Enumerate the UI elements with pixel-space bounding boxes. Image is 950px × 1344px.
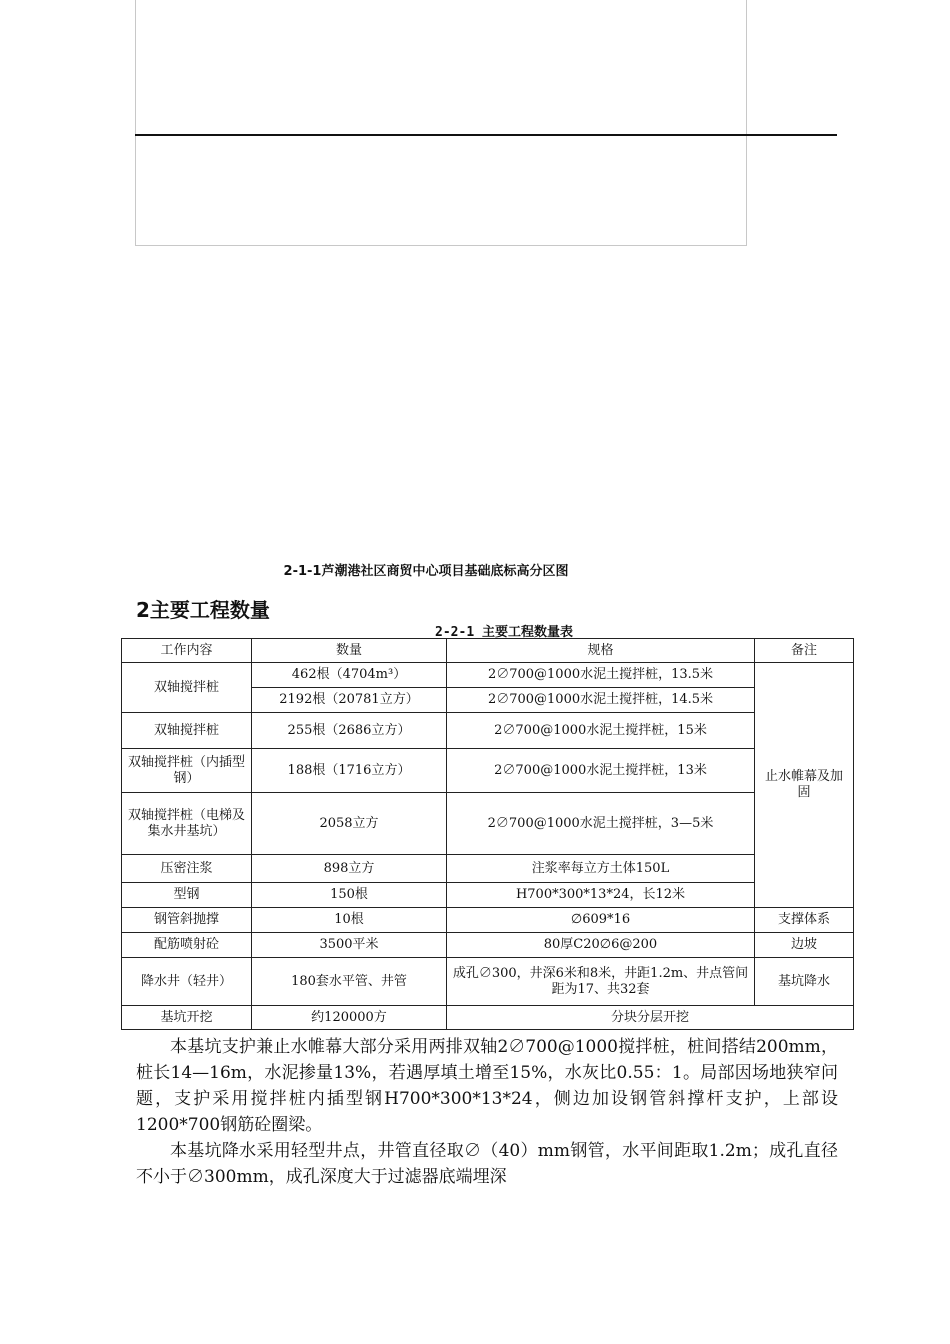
table-row xyxy=(122,908,854,933)
table-header-cell: 数量 xyxy=(252,639,447,663)
table-row xyxy=(122,883,854,908)
section-heading: 2主要工程数量 xyxy=(136,598,270,622)
table-cell-work: 双轴搅拌桩（电梯及集水井基坑） xyxy=(122,793,252,855)
body-text xyxy=(136,1034,838,1190)
quantity-table xyxy=(121,638,854,1030)
table-cell-qty: 10根 xyxy=(252,908,447,933)
table-row xyxy=(122,933,854,958)
table-cell-work: 双轴搅拌桩 xyxy=(122,663,252,713)
table-cell-qty: 255根（2686立方） xyxy=(252,713,447,749)
table-row xyxy=(122,1006,854,1030)
table-row xyxy=(122,793,854,855)
paragraph-dewatering: 本基坑降水采用轻型井点，井管直径取∅（40）mm钢管，水平间距取1.2m；成孔直径不小于∅300mm，成孔深度大于过滤器底端埋深 xyxy=(136,1141,838,1187)
table-cell-qty: 约120000方 xyxy=(252,1006,447,1030)
table-cell-spec: 分块分层开挖 xyxy=(447,1006,854,1030)
table-cell-spec: ∅609*16 xyxy=(447,908,755,933)
table-cell-work: 双轴搅拌桩 xyxy=(122,713,252,749)
table-row xyxy=(122,663,854,688)
table-cell-qty: 150根 xyxy=(252,883,447,908)
table-cell-spec: 2∅700@1000水泥土搅拌桩，14.5米 xyxy=(447,688,755,713)
table-cell-spec: H700*300*13*24，长12米 xyxy=(447,883,755,908)
table-cell-qty: 180套水平管、井管 xyxy=(252,958,447,1006)
table-cell-spec: 2∅700@1000水泥土搅拌桩，3—5米 xyxy=(447,793,755,855)
table-row xyxy=(122,713,854,749)
table-cell-work: 钢管斜抛撑 xyxy=(122,908,252,933)
table-cell-spec: 成孔∅300，井深6米和8米，井距1.2m、井点管间距为17、共32套 xyxy=(447,958,755,1006)
table-row xyxy=(122,749,854,793)
table-header-cell: 备注 xyxy=(755,639,854,663)
table-cell-work: 降水井（轻井） xyxy=(122,958,252,1006)
table-cell-qty: 898立方 xyxy=(252,855,447,883)
table-cell-spec: 2∅700@1000水泥土搅拌桩，13.5米 xyxy=(447,663,755,688)
table-cell-qty: 462根（4704m³） xyxy=(252,663,447,688)
table-cell-note-merged: 止水帷幕及加固 xyxy=(755,663,854,908)
table-cell-work: 配筋喷射砼 xyxy=(122,933,252,958)
table-row xyxy=(122,958,854,1006)
table-cell-spec: 80厚C20∅6@200 xyxy=(447,933,755,958)
table-cell-spec: 注浆率每立方土体150L xyxy=(447,855,755,883)
table-cell-work: 型钢 xyxy=(122,883,252,908)
table-cell-qty: 188根（1716立方） xyxy=(252,749,447,793)
table-cell-spec: 2∅700@1000水泥土搅拌桩，15米 xyxy=(447,713,755,749)
table-cell-note: 基坑降水 xyxy=(755,958,854,1006)
table-cell-qty: 2192根（20781立方） xyxy=(252,688,447,713)
table-title: 2-2-1 主要工程数量表 xyxy=(435,625,573,640)
table-cell-work: 双轴搅拌桩（内插型钢） xyxy=(122,749,252,793)
figure-frame xyxy=(135,0,747,246)
table-cell-note: 支撑体系 xyxy=(755,908,854,933)
table-cell-qty: 3500平米 xyxy=(252,933,447,958)
paragraph-support: 本基坑支护兼止水帷幕大部分采用两排双轴2∅700@1000搅拌桩，桩间搭结200mm，桩长14—16m，水泥掺量13%，若遇厚填土增至15%，水灰比0.55：1。局部因场地狭窄问题，支护采用搅拌桩内插型钢H700*300*13*24，侧边加设钢管斜撑杆支护，上部设1200*700钢筋砼圈梁。 xyxy=(136,1037,838,1135)
figure-horizontal-line xyxy=(135,134,837,136)
table-header-cell: 规格 xyxy=(447,639,755,663)
figure-caption: 2-1-1芦潮港社区商贸中心项目基础底标高分区图 xyxy=(283,564,569,579)
table-cell-work: 压密注浆 xyxy=(122,855,252,883)
table-header-cell: 工作内容 xyxy=(122,639,252,663)
table-row xyxy=(122,855,854,883)
table-cell-qty: 2058立方 xyxy=(252,793,447,855)
table-header-row xyxy=(122,639,854,663)
table-cell-spec: 2∅700@1000水泥土搅拌桩，13米 xyxy=(447,749,755,793)
table-cell-note: 边坡 xyxy=(755,933,854,958)
table-cell-work: 基坑开挖 xyxy=(122,1006,252,1030)
